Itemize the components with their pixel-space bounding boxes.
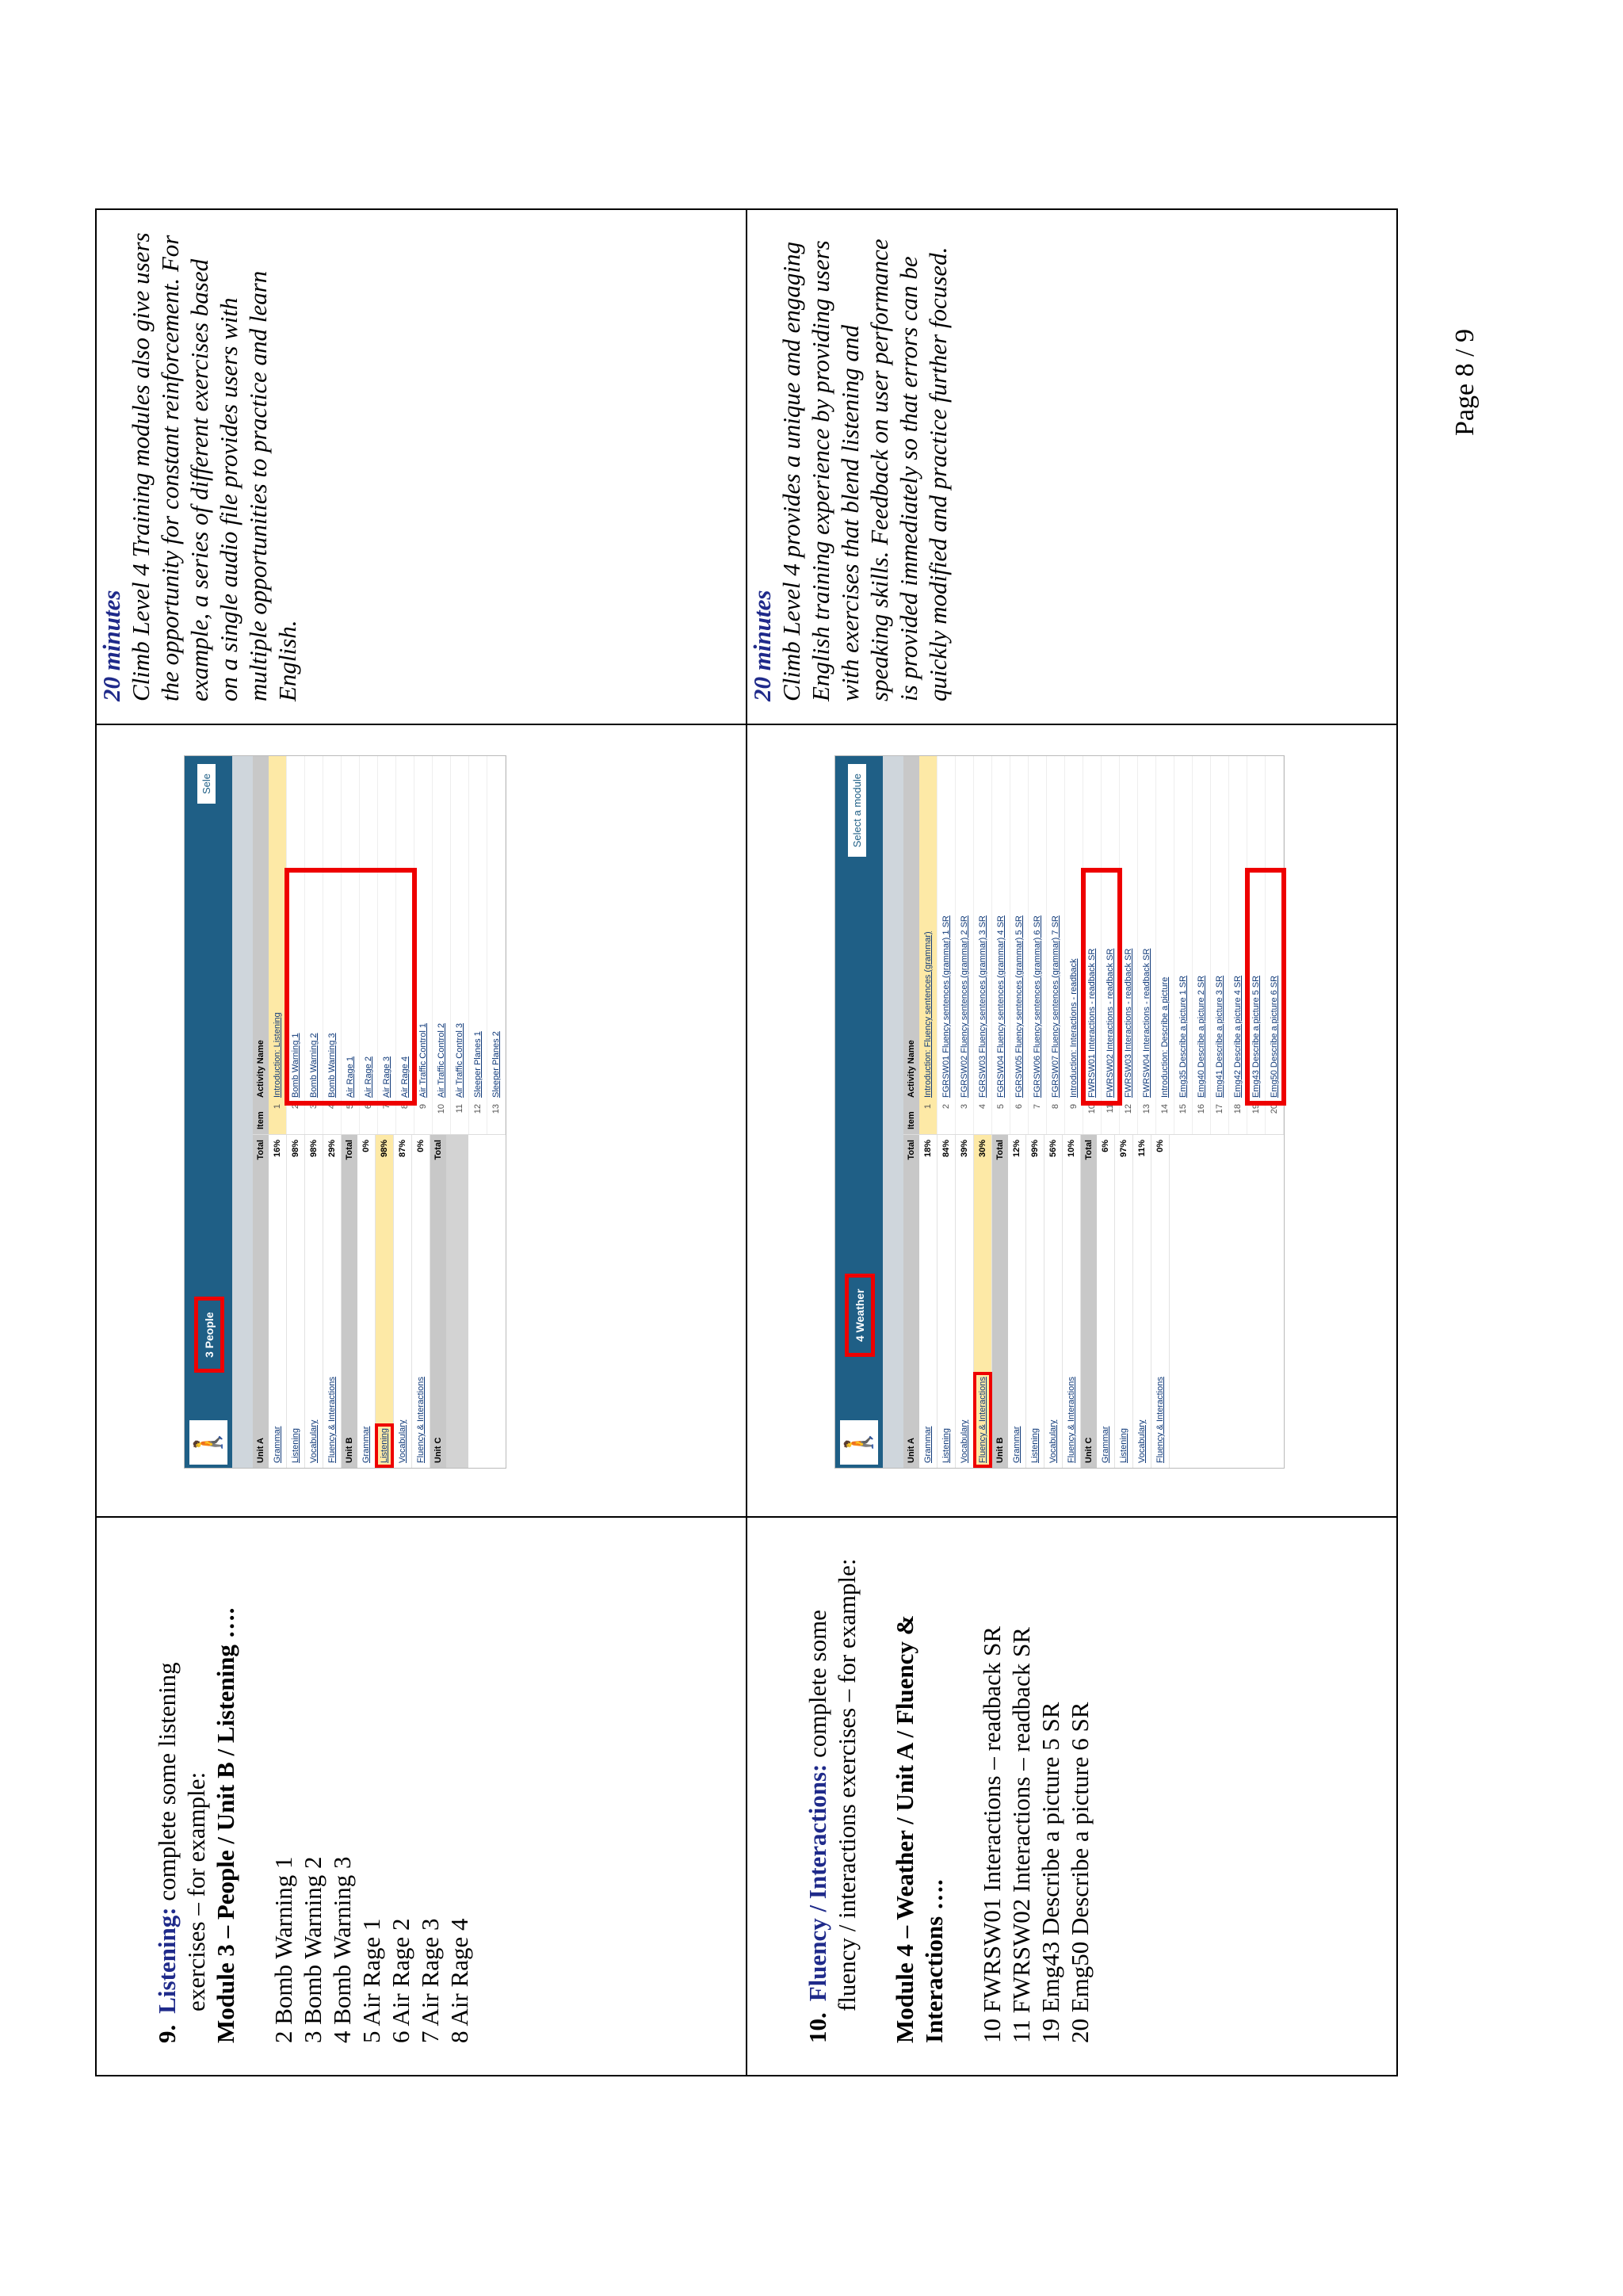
- activity-row[interactable]: [1138, 756, 1156, 1134]
- unit-skill-row[interactable]: [287, 1135, 305, 1468]
- header-subbar: [232, 756, 253, 1468]
- people-icon: 🚶: [844, 1425, 874, 1460]
- activity-header: [903, 756, 919, 1134]
- activity-number: 1: [273, 1104, 282, 1110]
- duration: 20 minutes: [748, 590, 776, 701]
- unit-skill-row[interactable]: [956, 1135, 974, 1468]
- activity-link[interactable]: FGRSW04 Fluency sentences (grammar) 4 SR: [996, 915, 1006, 1098]
- activity-number: 20: [1270, 1104, 1279, 1114]
- activity-link[interactable]: Sleeper Planes 1: [473, 1031, 483, 1098]
- activity-number: 8: [1051, 1104, 1060, 1110]
- activity-link[interactable]: FGRSW01 Fluency sentences (grammar) 1 SR: [941, 915, 951, 1098]
- unit-skill-link[interactable]: Vocabulary: [1048, 1419, 1058, 1463]
- activity-link[interactable]: Air Traffic Control 3: [455, 1023, 464, 1098]
- list-item: 11 FWRSW02 Interactions – readback SR: [1007, 1627, 1035, 2043]
- activity-number: 10: [1087, 1104, 1097, 1114]
- activity-number: 5: [346, 1104, 355, 1110]
- activity-link[interactable]: Introduction: Describe a picture: [1160, 976, 1170, 1098]
- unit-skill-row[interactable]: [394, 1135, 412, 1468]
- list-item: 6 Air Rage 2: [387, 1918, 414, 2043]
- activity-number: 16: [1197, 1104, 1206, 1114]
- item-list: [977, 1537, 1094, 2043]
- unit-header: [253, 1135, 269, 1468]
- activity-link[interactable]: FWRSW03 Interactions - readback SR: [1124, 948, 1133, 1098]
- activity-link[interactable]: Air Rage 2: [364, 1056, 373, 1098]
- table-row: [747, 209, 1397, 2076]
- activity-number: 4: [327, 1104, 337, 1110]
- screenshot-body: [253, 756, 506, 1468]
- unit-skill-link[interactable]: Vocabulary: [398, 1419, 407, 1463]
- activity-link[interactable]: Air Traffic Control 1: [418, 1023, 428, 1098]
- header-subbar: [883, 756, 903, 1468]
- activity-row[interactable]: [451, 756, 469, 1134]
- unit-skill-row[interactable]: [1008, 1135, 1026, 1468]
- unit-skill-percent: 0%: [416, 1140, 426, 1152]
- activity-number: 6: [1014, 1104, 1024, 1110]
- unit-skill-percent: 87%: [398, 1140, 407, 1158]
- activity-number: 12: [473, 1104, 483, 1114]
- app-logo-icon: [840, 1420, 878, 1465]
- activity-row[interactable]: [974, 756, 992, 1134]
- activity-number: 12: [1124, 1104, 1133, 1114]
- activity-link[interactable]: FGRSW02 Fluency sentences (grammar) 2 SR: [960, 915, 969, 1098]
- unit-skill-row[interactable]: [938, 1135, 956, 1468]
- unit-skill-link[interactable]: Grammar: [273, 1426, 282, 1463]
- activity-number: 7: [382, 1104, 391, 1110]
- activity-row[interactable]: [414, 756, 433, 1134]
- activity-link[interactable]: Emg42 Describe a picture 4 SR: [1233, 975, 1243, 1098]
- unit-skill-percent: 18%: [923, 1140, 933, 1158]
- activity-number: 14: [1160, 1104, 1170, 1114]
- module-button[interactable]: 4 Weather: [845, 1274, 875, 1357]
- select-module-dropdown[interactable]: Sele: [197, 764, 216, 804]
- app-logo-icon: [189, 1420, 227, 1465]
- step-number: 10.: [804, 2012, 831, 2043]
- activity-link[interactable]: Emg41 Describe a picture 3 SR: [1215, 975, 1224, 1098]
- activity-number: 5: [996, 1104, 1006, 1110]
- unit-skill-row[interactable]: [1151, 1135, 1170, 1468]
- unit-skill-link[interactable]: Grammar: [361, 1426, 371, 1463]
- activity-link[interactable]: Air Rage 1: [346, 1056, 355, 1098]
- page-number: Page 8 / 9: [1450, 328, 1480, 436]
- unit-list: [253, 1135, 506, 1468]
- unit-name: Unit B: [995, 1437, 1005, 1463]
- unit-skill-link[interactable]: Fluency & Interactions: [416, 1377, 426, 1463]
- activity-number: 3: [960, 1104, 969, 1110]
- unit-skill-link[interactable]: Vocabulary: [309, 1419, 319, 1463]
- unit-skill-percent: 98%: [291, 1140, 300, 1158]
- step-lead-indent: exercises – for example:: [182, 1771, 210, 2011]
- unit-skill-link[interactable]: Listening: [380, 1427, 389, 1463]
- unit-skill-link[interactable]: Listening: [941, 1427, 951, 1463]
- step-lead: [803, 1537, 861, 2043]
- activity-link[interactable]: Air Traffic Control 2: [437, 1023, 446, 1098]
- unit-skill-percent: 11%: [1137, 1140, 1147, 1157]
- activity-link[interactable]: Bomb Warning 3: [327, 1033, 337, 1098]
- module-screenshot: [184, 755, 506, 1469]
- activity-link[interactable]: Bomb Warning 1: [291, 1033, 300, 1098]
- highlight-box: [1081, 868, 1122, 1106]
- list-item: 4 Bomb Warning 3: [328, 1856, 356, 2043]
- unit-name: Unit A: [256, 1438, 265, 1463]
- activity-row[interactable]: [1193, 756, 1211, 1134]
- activity-link[interactable]: Sleeper Planes 2: [491, 1031, 501, 1098]
- unit-name: Unit C: [433, 1437, 443, 1463]
- unit-skill-percent: 10%: [1067, 1140, 1076, 1158]
- step-lead-text: complete some listening: [153, 1662, 181, 1901]
- activity-row[interactable]: [992, 756, 1010, 1134]
- activity-item-header: Item: [256, 1111, 265, 1129]
- activity-row[interactable]: [1211, 756, 1229, 1134]
- people-icon: 🚶: [193, 1425, 223, 1460]
- unit-skill-link[interactable]: Fluency & Interactions: [978, 1377, 987, 1463]
- unit-skill-row[interactable]: [974, 1135, 992, 1468]
- unit-skill-row[interactable]: [1044, 1135, 1063, 1468]
- unit-skill-row[interactable]: [412, 1135, 430, 1468]
- unit-header: [992, 1135, 1008, 1468]
- activity-number: 11: [455, 1104, 464, 1114]
- unit-header: [342, 1135, 357, 1468]
- activity-number: 10: [437, 1104, 446, 1114]
- unit-skill-percent: 29%: [327, 1140, 337, 1158]
- unit-skill-link[interactable]: Listening: [1119, 1427, 1128, 1463]
- unit-skill-link[interactable]: Listening: [291, 1427, 300, 1463]
- activity-link[interactable]: FWRSW01 Interactions - readback SR: [1087, 948, 1097, 1098]
- activity-link[interactable]: Emg50 Describe a picture 6 SR: [1270, 975, 1279, 1098]
- activity-link[interactable]: FGRSW05 Fluency sentences (grammar) 5 SR: [1014, 915, 1024, 1098]
- description: Climb Level 4 provides a unique and engaging English training experience by providing users with exercises that blend listening and speaking skills. Feedback on user performance is provided immediately so that errors can be quickly modified and practice further focused.: [777, 239, 952, 701]
- activity-number: 13: [1142, 1104, 1151, 1114]
- activity-number: 6: [364, 1104, 373, 1110]
- activity-number: 7: [1033, 1104, 1042, 1110]
- unit-empty-area: [446, 1135, 468, 1468]
- unit-skill-percent: 84%: [941, 1140, 951, 1158]
- unit-skill-link[interactable]: Listening: [1030, 1427, 1040, 1463]
- unit-total-label: Total: [995, 1140, 1005, 1160]
- app-header-bar: [185, 756, 232, 1468]
- unit-skill-row[interactable]: [1063, 1135, 1081, 1468]
- unit-name: Unit A: [907, 1438, 916, 1463]
- activity-number: 2: [291, 1104, 300, 1110]
- activity-name-header: Activity Name: [907, 1040, 916, 1098]
- unit-skill-row[interactable]: [1133, 1135, 1151, 1468]
- activity-number: 9: [418, 1104, 428, 1110]
- activity-row[interactable]: [1047, 756, 1065, 1134]
- unit-name: Unit B: [345, 1437, 354, 1463]
- description-cell: [747, 209, 1397, 724]
- list-item: 5 Air Rage 1: [357, 1918, 385, 2043]
- activity-link[interactable]: FWRSW02 Interactions - readback SR: [1106, 948, 1115, 1098]
- item-list: [269, 1537, 474, 2043]
- list-item: 19 Emg43 Describe a picture 5 SR: [1037, 1702, 1064, 2043]
- activity-link[interactable]: Introduction: Fluency sentences (grammar): [923, 931, 933, 1098]
- unit-skill-percent: 99%: [1030, 1140, 1040, 1158]
- activity-number: 1: [923, 1104, 933, 1110]
- module-path: Module 4 – Weather / Unit A / Fluency & Interactions ….: [891, 1614, 948, 2043]
- activity-number: 3: [309, 1104, 319, 1110]
- unit-name: Unit C: [1084, 1437, 1094, 1463]
- lesson-table: [95, 208, 1398, 2076]
- unit-skill-row[interactable]: [1026, 1135, 1044, 1468]
- unit-skill-percent: 12%: [1012, 1140, 1022, 1158]
- activity-link[interactable]: Emg35 Describe a picture 1 SR: [1178, 975, 1188, 1098]
- unit-total-label: Total: [433, 1140, 443, 1160]
- activity-row[interactable]: [487, 756, 506, 1134]
- unit-skill-link[interactable]: Fluency & Interactions: [1067, 1377, 1076, 1463]
- activity-number: 4: [978, 1104, 987, 1110]
- activity-link[interactable]: Air Rage 3: [382, 1056, 391, 1098]
- unit-skill-row[interactable]: [919, 1135, 938, 1468]
- unit-skill-percent: 56%: [1048, 1140, 1058, 1158]
- activity-link[interactable]: Bomb Warning 2: [309, 1033, 319, 1098]
- list-item: 10 FWRSW01 Interactions – readback SR: [978, 1626, 1006, 2043]
- list-item: 2 Bomb Warning 1: [269, 1856, 297, 2043]
- unit-skill-percent: 0%: [361, 1140, 371, 1152]
- duration: 20 minutes: [97, 590, 125, 701]
- activity-row[interactable]: [1029, 756, 1047, 1134]
- activity-row[interactable]: [919, 756, 938, 1134]
- unit-skill-link[interactable]: Fluency & Interactions: [1155, 1377, 1165, 1463]
- activity-link[interactable]: Air Rage 4: [400, 1056, 410, 1098]
- unit-skill-link[interactable]: Vocabulary: [960, 1419, 969, 1463]
- unit-skill-percent: 39%: [960, 1140, 969, 1158]
- activity-number: 9: [1069, 1104, 1079, 1110]
- step-keyword: Listening:: [153, 1907, 181, 2014]
- step-lead: [152, 1537, 211, 2043]
- module-button[interactable]: 3 People: [194, 1297, 224, 1373]
- unit-skill-link[interactable]: Grammar: [923, 1426, 933, 1463]
- activity-link[interactable]: FGRSW03 Fluency sentences (grammar) 3 SR: [978, 915, 987, 1098]
- activity-link[interactable]: FGRSW06 Fluency sentences (grammar) 6 SR: [1033, 915, 1042, 1098]
- select-module-dropdown[interactable]: Select a module: [848, 764, 866, 857]
- unit-list: [903, 1135, 1284, 1468]
- unit-skill-row[interactable]: [357, 1135, 376, 1468]
- activity-row[interactable]: [1120, 756, 1138, 1134]
- unit-skill-percent: 30%: [978, 1140, 987, 1158]
- unit-header: [1081, 1135, 1097, 1468]
- unit-skill-percent: 98%: [309, 1140, 319, 1158]
- activity-row[interactable]: [1156, 756, 1174, 1134]
- instruction-cell: [747, 1517, 1397, 2076]
- activity-number: 13: [491, 1104, 501, 1114]
- activity-item-header: Item: [907, 1111, 916, 1129]
- activity-number: 15: [1178, 1104, 1188, 1114]
- activity-row[interactable]: [469, 756, 487, 1134]
- unit-skill-row[interactable]: [1115, 1135, 1133, 1468]
- list-item: 7 Air Rage 3: [416, 1918, 444, 2043]
- activity-list: [903, 756, 1284, 1135]
- screenshot-cell: [747, 724, 1397, 1517]
- activity-link[interactable]: FGRSW07 Fluency sentences (grammar) 7 SR: [1051, 915, 1060, 1098]
- unit-skill-row[interactable]: [323, 1135, 342, 1468]
- instruction-cell: [96, 1517, 747, 2076]
- activity-row[interactable]: [1174, 756, 1193, 1134]
- activity-link[interactable]: Introduction: Interactions - readback: [1069, 958, 1079, 1098]
- unit-skill-percent: 97%: [1119, 1140, 1128, 1158]
- unit-skill-percent: 6%: [1101, 1140, 1110, 1152]
- screenshot-cell: [96, 724, 747, 1517]
- list-item: 3 Bomb Warning 2: [299, 1856, 327, 2043]
- unit-skill-row[interactable]: [305, 1135, 323, 1468]
- activity-number: 19: [1251, 1104, 1261, 1114]
- highlight-box: [285, 868, 417, 1106]
- rotated-page-content: [95, 210, 1367, 2076]
- list-item: 8 Air Rage 4: [445, 1918, 473, 2043]
- list-item: 20 Emg50 Describe a picture 6 SR: [1066, 1702, 1094, 2043]
- unit-skill-row[interactable]: [376, 1135, 394, 1468]
- unit-skill-percent: 0%: [1155, 1140, 1165, 1152]
- activity-header: [253, 756, 269, 1134]
- step-lead-indent: fluency / interactions exercises – for example:: [833, 1558, 861, 2011]
- description-cell: [96, 209, 747, 724]
- unit-total-label: Total: [256, 1140, 265, 1160]
- table-row: [96, 209, 747, 2076]
- step-keyword: Fluency / Interactions:: [804, 1763, 831, 2002]
- activity-number: 18: [1233, 1104, 1243, 1114]
- activity-row[interactable]: [938, 756, 956, 1134]
- unit-header: [430, 1135, 446, 1468]
- unit-skill-row[interactable]: [1097, 1135, 1115, 1468]
- activity-number: 17: [1215, 1104, 1224, 1114]
- activity-number: 11: [1106, 1104, 1115, 1114]
- unit-skill-link[interactable]: Fluency & Interactions: [327, 1377, 337, 1463]
- unit-skill-link[interactable]: Grammar: [1101, 1426, 1110, 1463]
- unit-total-label: Total: [1084, 1140, 1094, 1160]
- activity-row[interactable]: [433, 756, 451, 1134]
- activity-number: 8: [400, 1104, 410, 1110]
- unit-skill-percent: 98%: [380, 1140, 389, 1158]
- activity-row[interactable]: [956, 756, 974, 1134]
- activity-link[interactable]: FWRSW04 Interactions - readback SR: [1142, 948, 1151, 1098]
- unit-total-label: Total: [907, 1140, 916, 1160]
- activity-row[interactable]: [1010, 756, 1029, 1134]
- unit-skill-row[interactable]: [269, 1135, 287, 1468]
- module-path: Module 3 – People / Unit B / Listening ….: [212, 1607, 239, 2043]
- activity-number: 2: [941, 1104, 951, 1110]
- activity-name-header: Activity Name: [256, 1040, 265, 1098]
- unit-total-label: Total: [345, 1140, 354, 1160]
- step-lead-text: complete some: [804, 1610, 831, 1758]
- activity-link[interactable]: Emg40 Describe a picture 2 SR: [1197, 975, 1206, 1098]
- screenshot-body: [903, 756, 1284, 1468]
- activity-list: [253, 756, 506, 1135]
- step-number: 9.: [153, 2024, 181, 2043]
- unit-skill-link[interactable]: Vocabulary: [1137, 1419, 1147, 1463]
- app-header-bar: [835, 756, 883, 1468]
- description: Climb Level 4 Training modules also give users the opportunity for constant reinforcement. For example, a series of different exercises based on a single audio file provides users with multiple opportunities to practice and learn English.: [127, 232, 301, 701]
- highlight-box: [1245, 868, 1286, 1106]
- unit-header: [903, 1135, 919, 1468]
- unit-skill-percent: 16%: [273, 1140, 282, 1158]
- activity-link[interactable]: Introduction: Listening: [273, 1012, 282, 1098]
- module-screenshot: [834, 755, 1285, 1469]
- activity-link[interactable]: Emg43 Describe a picture 5 SR: [1251, 975, 1261, 1098]
- unit-skill-link[interactable]: Grammar: [1012, 1426, 1022, 1463]
